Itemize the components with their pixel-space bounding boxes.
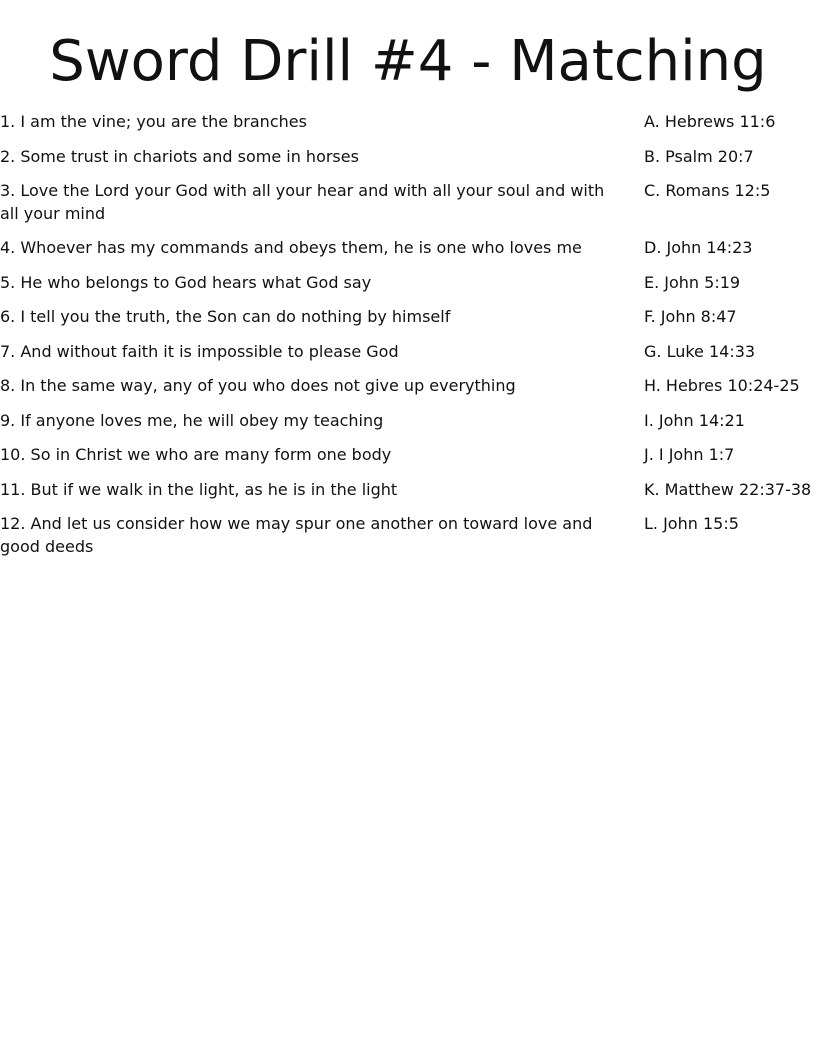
question-text: 2. Some trust in chariots and some in horses bbox=[0, 146, 359, 166]
matching-row bbox=[0, 111, 816, 134]
question-text: 10. So in Christ we who are many form one body bbox=[0, 445, 392, 464]
question-text: 5. He who belongs to God hears what God say bbox=[0, 272, 372, 292]
answer-reference: E. John 5:19 bbox=[644, 272, 741, 292]
matching-row bbox=[0, 479, 816, 502]
question-text: 7. And without faith it is impossible to please God bbox=[0, 341, 399, 361]
question-text: 9. If anyone loves me, he will obey my teaching bbox=[0, 410, 384, 430]
question-text: 4. Whoever has my commands and obeys them, he is one who loves me bbox=[0, 238, 582, 257]
answer-reference: I. John 14:21 bbox=[644, 410, 745, 430]
matching-row bbox=[0, 341, 816, 364]
matching-row bbox=[0, 272, 816, 295]
matching-row bbox=[0, 306, 816, 329]
question-text: 1. I am the vine; you are the branches bbox=[0, 112, 307, 131]
matching-row bbox=[0, 444, 816, 467]
question-text: 6. I tell you the truth, the Son can do nothing by himself bbox=[0, 307, 451, 326]
answer-reference: D. John 14:23 bbox=[644, 238, 753, 257]
question-text: 3. Love the Lord your God with all your hear and with all your soul and with all your mind bbox=[0, 181, 605, 223]
question-text: 8. In the same way, any of you who does not give up everything bbox=[0, 376, 516, 395]
question-text: 11. But if we walk in the light, as he is in the light bbox=[0, 479, 398, 499]
page-title: Sword Drill #4 - Matching bbox=[49, 29, 767, 94]
answer-reference: K. Matthew 22:37-38 bbox=[644, 479, 812, 499]
answer-reference: G. Luke 14:33 bbox=[644, 341, 756, 361]
matching-row bbox=[0, 146, 816, 169]
matching-row bbox=[0, 237, 816, 260]
matching-row bbox=[0, 513, 816, 558]
answer-reference: C. Romans 12:5 bbox=[644, 181, 771, 200]
matching-row bbox=[0, 375, 816, 398]
matching-row bbox=[0, 410, 816, 433]
answer-reference: F. John 8:47 bbox=[644, 307, 737, 326]
matching-row bbox=[0, 180, 816, 225]
answer-reference: L. John 15:5 bbox=[644, 514, 739, 533]
answer-reference: A. Hebrews 11:6 bbox=[644, 112, 776, 131]
answer-reference: B. Psalm 20:7 bbox=[644, 146, 754, 166]
question-text: 12. And let us consider how we may spur one another on toward love and good deeds bbox=[0, 514, 593, 556]
answer-reference: H. Hebres 10:24-25 bbox=[644, 376, 800, 395]
matching-list bbox=[0, 111, 816, 570]
answer-reference: J. I John 1:7 bbox=[644, 445, 735, 464]
